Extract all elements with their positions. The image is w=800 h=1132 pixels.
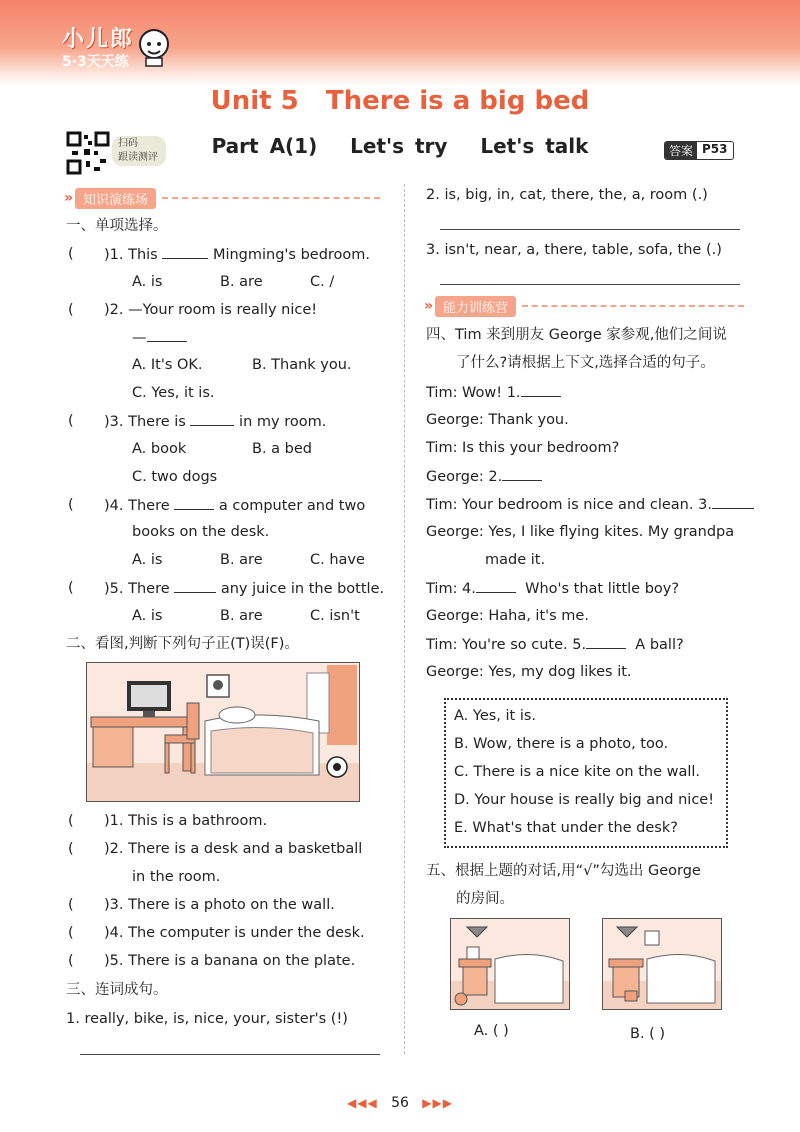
stem: a computer and two (218, 498, 366, 514)
dialog-line (426, 494, 754, 515)
option: A. Yes, it is. (454, 708, 537, 724)
answer-reference (664, 141, 734, 160)
dialog-text: George: 2. (426, 469, 503, 485)
option: A. is (132, 552, 163, 568)
word-order-item: 2. is, big, in, cat, there, the, a, room (.) (426, 187, 708, 203)
option: C. have (310, 552, 365, 568)
option: C. two dogs (132, 469, 218, 485)
tf-item: )2. There is a desk and a basketball (104, 841, 363, 857)
dialog-line (426, 578, 679, 599)
answer-paren: ( (68, 813, 74, 829)
qr-code-icon[interactable] (66, 131, 110, 175)
dialog-line: George: Haha, it's me. (426, 608, 589, 624)
dialog-text: Tim: 4. (426, 581, 476, 597)
column-divider (404, 184, 405, 1054)
room-picture-a (450, 918, 570, 1010)
brand-name: 小儿郎 (62, 27, 135, 52)
question-item: )2. —Your room is really nice! (104, 302, 318, 318)
dialog-line: George: Thank you. (426, 412, 569, 428)
answer-paren: ( (68, 497, 74, 513)
page-footer (0, 1095, 800, 1111)
page-number: 56 (391, 1095, 409, 1111)
scan-hint (112, 136, 166, 166)
option: A. book (132, 441, 187, 457)
blank[interactable] (476, 578, 516, 593)
choice-a[interactable]: A. ( ) (474, 1023, 509, 1039)
scan-sublabel: 跟读测评 (118, 152, 158, 163)
option: C. isn't (310, 608, 360, 624)
tf-item: )1. This is a bathroom. (104, 813, 268, 829)
question-title: 四、Tim 来到朋友 George 家参观,他们之间说 (426, 327, 727, 343)
dialog-line (426, 634, 684, 655)
arrow-right-icon: ▶▶▶ (422, 1096, 453, 1110)
answer-paren: ( (68, 413, 74, 429)
option: C. There is a nice kite on the wall. (454, 764, 701, 780)
answer-paren: ( (68, 302, 74, 318)
dialog-line (426, 382, 561, 403)
question-item (104, 411, 326, 432)
question-title: 一、单项选择。 (66, 218, 168, 234)
question-title: 五、根据上题的对话,用“√”勾选出 George (426, 863, 701, 879)
section-label: 知识演练场 (75, 188, 156, 209)
option: B. are (220, 552, 263, 568)
options-box (444, 698, 728, 848)
question-title-cont: 的房间。 (456, 891, 514, 907)
tf-item-cont: in the room. (132, 869, 221, 885)
dialog-line (426, 466, 542, 487)
unit-title: Unit 5 There is a big bed (210, 86, 590, 116)
question-item (104, 495, 365, 516)
dialog-line-cont: made it. (485, 552, 546, 568)
answer-page: P53 (702, 142, 728, 156)
section-label: 能力训练营 (435, 296, 516, 317)
question-title: 三、连词成句。 (66, 982, 168, 998)
option: E. What's that under the desk? (454, 820, 678, 836)
answer-line[interactable] (440, 229, 740, 230)
blank[interactable] (521, 382, 561, 397)
dialog-text: A ball? (635, 637, 684, 653)
double-chevron-icon: » (64, 190, 74, 206)
answer-paren: ( (68, 246, 74, 262)
answer-line[interactable] (80, 1054, 380, 1055)
dialog-line: George: Yes, my dog likes it. (426, 664, 632, 680)
section-dash-line (162, 197, 380, 199)
answer-line[interactable] (440, 284, 740, 285)
tf-item: )3. There is a photo on the wall. (104, 897, 335, 913)
stem: Mingming's bedroom. (212, 247, 371, 263)
option: B. Wow, there is a photo, too. (454, 736, 669, 752)
option: C. / (310, 274, 335, 290)
option: A. It's OK. (132, 357, 203, 373)
option: B. a bed (252, 441, 312, 457)
stem: )1. This (104, 247, 158, 263)
dialog-text: Who's that little boy? (525, 581, 680, 597)
answer-paren: ( (68, 841, 74, 857)
blank[interactable] (174, 495, 214, 510)
answer-paren: ( (68, 580, 74, 596)
option: A. is (132, 608, 163, 624)
answer-label: 答案 (665, 142, 697, 159)
question-item (104, 578, 384, 599)
word-order-item: 3. isn't, near, a, there, table, sofa, the (.) (426, 242, 722, 258)
blank[interactable] (712, 494, 754, 509)
option: A. is (132, 274, 163, 290)
question-item-cont: books on the desk. (132, 524, 270, 540)
section-header-practice (64, 187, 380, 209)
blank[interactable] (174, 578, 216, 593)
dash: — (132, 330, 147, 346)
option: C. Yes, it is. (132, 385, 215, 401)
stem: in my room. (239, 414, 327, 430)
stem: )4. There (104, 498, 170, 514)
word-order-item: 1. really, bike, is, nice, your, sister's (!) (66, 1011, 348, 1027)
room-picture-b (602, 918, 722, 1010)
stem: )3. There is (104, 414, 186, 430)
blank[interactable] (586, 634, 626, 649)
dialog-text: Tim: You're so cute. 5. (426, 637, 587, 653)
reply-line (132, 327, 187, 348)
question-title-cont: 了什么?请根据上下文,选择合适的句子。 (456, 355, 715, 371)
dialog-text: Tim: Your bedroom is nice and clean. 3. (426, 497, 712, 513)
stem: )5. There (104, 581, 170, 597)
choice-b[interactable]: B. ( ) (630, 1026, 666, 1042)
section-header-ability (424, 295, 744, 317)
blank[interactable] (147, 327, 187, 342)
section-dash-line (522, 305, 744, 307)
double-chevron-icon: » (424, 298, 434, 314)
dialog-line: George: Yes, I like flying kites. My grandpa (426, 524, 735, 540)
answer-paren: ( (68, 953, 74, 969)
series-name: 5·3天天练 (62, 54, 129, 70)
option: B. are (220, 274, 263, 290)
blank[interactable] (162, 244, 208, 259)
blank[interactable] (190, 411, 234, 426)
question-title: 二、看图,判断下列句子正(T)误(F)。 (66, 636, 299, 652)
lesson-title: Part A(1) Let's try Let's talk (211, 134, 589, 158)
option: B. Thank you. (252, 357, 352, 373)
stem: any juice in the bottle. (220, 581, 385, 597)
answer-paren: ( (68, 897, 74, 913)
blank[interactable] (502, 466, 542, 481)
dialog-text: Tim: Wow! 1. (426, 385, 521, 401)
answer-paren: ( (68, 925, 74, 941)
dialog-line: Tim: Is this your bedroom? (426, 440, 620, 456)
tf-item: )5. There is a banana on the plate. (104, 953, 356, 969)
option: B. are (220, 608, 263, 624)
scan-label: 扫码 (118, 138, 138, 149)
arrow-left-icon: ◀◀◀ (347, 1096, 378, 1110)
option: D. Your house is really big and nice! (454, 792, 715, 808)
question-item (104, 244, 370, 265)
tf-item: )4. The computer is under the desk. (104, 925, 365, 941)
brand-logo (62, 22, 134, 71)
mascot-icon (136, 22, 172, 68)
bedroom-illustration (86, 662, 360, 802)
